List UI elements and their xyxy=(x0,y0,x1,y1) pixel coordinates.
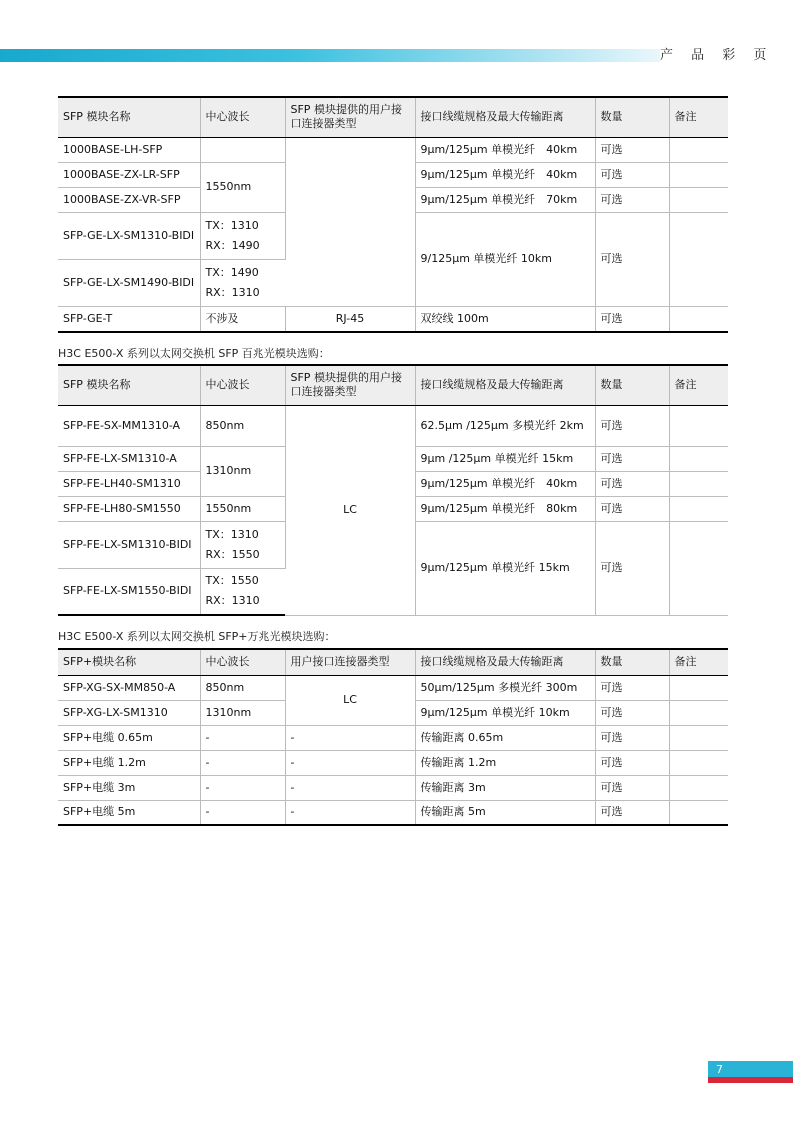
quantity: 可选 xyxy=(595,471,669,496)
table-row xyxy=(58,405,728,446)
sfp-plus-table xyxy=(58,648,728,826)
section-caption-fe: H3C E500-X 系列以太网交换机 SFP 百兆光模块选购： xyxy=(58,347,330,360)
table-row xyxy=(58,725,728,750)
wavelength-rx: RX：1550 xyxy=(205,547,260,561)
wavelength-rx: RX：1310 xyxy=(205,594,260,608)
cable-spec: 双绞线 100m xyxy=(415,306,595,332)
remarks xyxy=(669,700,728,725)
wavelength: 1310nm xyxy=(200,700,285,725)
header-color-bar xyxy=(0,49,660,62)
connector-type: - xyxy=(285,775,415,800)
connector-type: RJ-45 xyxy=(285,306,415,332)
header-wavelength: 中心波长 xyxy=(200,365,285,405)
module-name: 1000BASE-ZX-LR-SFP xyxy=(58,162,200,187)
header-wavelength: 中心波长 xyxy=(200,649,285,675)
quantity: 可选 xyxy=(595,496,669,521)
header-module-name: SFP+模块名称 xyxy=(58,649,200,675)
cable-spec: 9μm/125μm 单模光纤 40km xyxy=(415,137,595,162)
remarks xyxy=(669,775,728,800)
wavelength: - xyxy=(200,725,285,750)
remarks xyxy=(669,496,728,521)
cable-spec: 9μm /125μm 单模光纤 15km xyxy=(415,446,595,471)
wavelength-tx: TX：1550 xyxy=(205,574,259,588)
connector-type: - xyxy=(285,750,415,775)
connector-type: - xyxy=(285,800,415,825)
module-name: SFP-XG-SX-MM850-A xyxy=(58,675,200,700)
wavelength-tx: TX：1310 xyxy=(205,218,259,232)
module-name: SFP+电缆 1.2m xyxy=(58,750,200,775)
module-name: SFP+电缆 5m xyxy=(58,800,200,825)
wavelength-bidi xyxy=(200,259,285,306)
wavelength: 1310nm xyxy=(200,446,285,496)
sfp-fast-ethernet-table xyxy=(58,364,728,616)
remarks xyxy=(669,405,728,446)
header-quantity: 数量 xyxy=(595,365,669,405)
header-wavelength: 中心波长 xyxy=(200,97,285,137)
wavelength: 不涉及 xyxy=(200,306,285,332)
header-remarks: 备注 xyxy=(669,97,728,137)
module-name: SFP-GE-LX-SM1490-BIDI xyxy=(58,259,200,306)
section-caption-xg: H3C E500-X 系列以太网交换机 SFP+万兆光模块选购： xyxy=(58,630,336,643)
connector-type: - xyxy=(285,725,415,750)
remarks xyxy=(669,750,728,775)
module-name: SFP-FE-LX-SM1310-BIDI xyxy=(58,521,200,568)
header-quantity: 数量 xyxy=(595,97,669,137)
quantity: 可选 xyxy=(595,725,669,750)
cable-spec: 9μm/125μm 单模光纤 10km xyxy=(415,700,595,725)
wavelength: - xyxy=(200,775,285,800)
remarks xyxy=(669,521,728,615)
header-title: 产 品 彩 页 xyxy=(660,48,774,63)
quantity: 可选 xyxy=(595,700,669,725)
module-name: 1000BASE-LH-SFP xyxy=(58,137,200,162)
cable-spec: 9μm/125μm 单模光纤 80km xyxy=(415,496,595,521)
table-row xyxy=(58,675,728,700)
sfp-gigabit-table xyxy=(58,96,728,333)
module-name: SFP-XG-LX-SM1310 xyxy=(58,700,200,725)
header-connector: SFP 模块提供的用户接口连接器类型 xyxy=(285,97,415,137)
module-name: SFP-GE-LX-SM1310-BIDI xyxy=(58,212,200,259)
wavelength: - xyxy=(200,750,285,775)
page-number: 7 xyxy=(716,1063,723,1076)
table-row xyxy=(58,306,728,332)
wavelength-rx: RX：1490 xyxy=(205,238,260,252)
remarks xyxy=(669,212,728,306)
cable-spec: 9/125μm 单模光纤 10km xyxy=(415,212,595,306)
wavelength-tx: TX：1490 xyxy=(205,265,259,279)
remarks xyxy=(669,306,728,332)
remarks xyxy=(669,446,728,471)
quantity: 可选 xyxy=(595,750,669,775)
quantity: 可选 xyxy=(595,800,669,825)
cable-spec: 9μm/125μm 单模光纤 70km xyxy=(415,187,595,212)
header-quantity: 数量 xyxy=(595,649,669,675)
cable-spec: 62.5μm /125μm 多模光纤 2km xyxy=(415,405,595,446)
module-name: SFP-FE-LH40-SM1310 xyxy=(58,471,200,496)
module-name: 1000BASE-ZX-VR-SFP xyxy=(58,187,200,212)
connector-type: LC xyxy=(285,675,415,725)
wavelength-bidi xyxy=(200,521,285,568)
cable-spec: 传输距离 5m xyxy=(415,800,595,825)
wavelength-bidi xyxy=(200,568,285,615)
header-cable: 接口线缆规格及最大传输距离 xyxy=(415,365,595,405)
header-module-name: SFP 模块名称 xyxy=(58,365,200,405)
module-name: SFP-FE-SX-MM1310-A xyxy=(58,405,200,446)
cable-spec: 50μm/125μm 多模光纤 300m xyxy=(415,675,595,700)
module-name: SFP-GE-T xyxy=(58,306,200,332)
header-remarks: 备注 xyxy=(669,649,728,675)
cable-spec: 传输距离 0.65m xyxy=(415,725,595,750)
sfp-gigabit-table-section xyxy=(58,96,728,333)
wavelength: 850nm xyxy=(200,405,285,446)
header-connector: 用户接口连接器类型 xyxy=(285,649,415,675)
wavelength: 1550nm xyxy=(200,162,285,212)
module-name: SFP-FE-LX-SM1310-A xyxy=(58,446,200,471)
wavelength: 850nm xyxy=(200,675,285,700)
remarks xyxy=(669,137,728,162)
quantity: 可选 xyxy=(595,521,669,615)
remarks xyxy=(669,725,728,750)
module-name: SFP-FE-LX-SM1550-BIDI xyxy=(58,568,200,615)
quantity: 可选 xyxy=(595,405,669,446)
quantity: 可选 xyxy=(595,187,669,212)
wavelength-tx: TX：1310 xyxy=(205,527,259,541)
remarks xyxy=(669,187,728,212)
wavelength: - xyxy=(200,800,285,825)
module-name: SFP+电缆 3m xyxy=(58,775,200,800)
page-number-tab xyxy=(708,1061,793,1083)
header-cable: 接口线缆规格及最大传输距离 xyxy=(415,97,595,137)
header-connector: SFP 模块提供的用户接口连接器类型 xyxy=(285,365,415,405)
cable-spec: 9μm/125μm 单模光纤 15km xyxy=(415,521,595,615)
sfp-plus-table-section xyxy=(58,648,728,826)
quantity: 可选 xyxy=(595,137,669,162)
quantity: 可选 xyxy=(595,775,669,800)
module-name: SFP+电缆 0.65m xyxy=(58,725,200,750)
wavelength-bidi xyxy=(200,212,285,259)
table-row xyxy=(58,800,728,825)
cable-spec: 9μm/125μm 单模光纤 40km xyxy=(415,471,595,496)
quantity: 可选 xyxy=(595,162,669,187)
table-row xyxy=(58,750,728,775)
cable-spec: 传输距离 1.2m xyxy=(415,750,595,775)
quantity: 可选 xyxy=(595,446,669,471)
header-remarks: 备注 xyxy=(669,365,728,405)
wavelength-empty xyxy=(200,137,285,162)
table-row xyxy=(58,775,728,800)
connector-type: LC xyxy=(285,405,415,615)
quantity: 可选 xyxy=(595,675,669,700)
connector-empty xyxy=(285,137,415,306)
quantity: 可选 xyxy=(595,212,669,306)
table-row xyxy=(58,137,728,162)
cable-spec: 传输距离 3m xyxy=(415,775,595,800)
remarks xyxy=(669,471,728,496)
wavelength-rx: RX：1310 xyxy=(205,285,260,299)
remarks xyxy=(669,675,728,700)
remarks xyxy=(669,800,728,825)
sfp-fast-ethernet-table-section xyxy=(58,364,728,616)
cable-spec: 9μm/125μm 单模光纤 40km xyxy=(415,162,595,187)
wavelength: 1550nm xyxy=(200,496,285,521)
remarks xyxy=(669,162,728,187)
header-module-name: SFP 模块名称 xyxy=(58,97,200,137)
quantity: 可选 xyxy=(595,306,669,332)
module-name: SFP-FE-LH80-SM1550 xyxy=(58,496,200,521)
header-cable: 接口线缆规格及最大传输距离 xyxy=(415,649,595,675)
